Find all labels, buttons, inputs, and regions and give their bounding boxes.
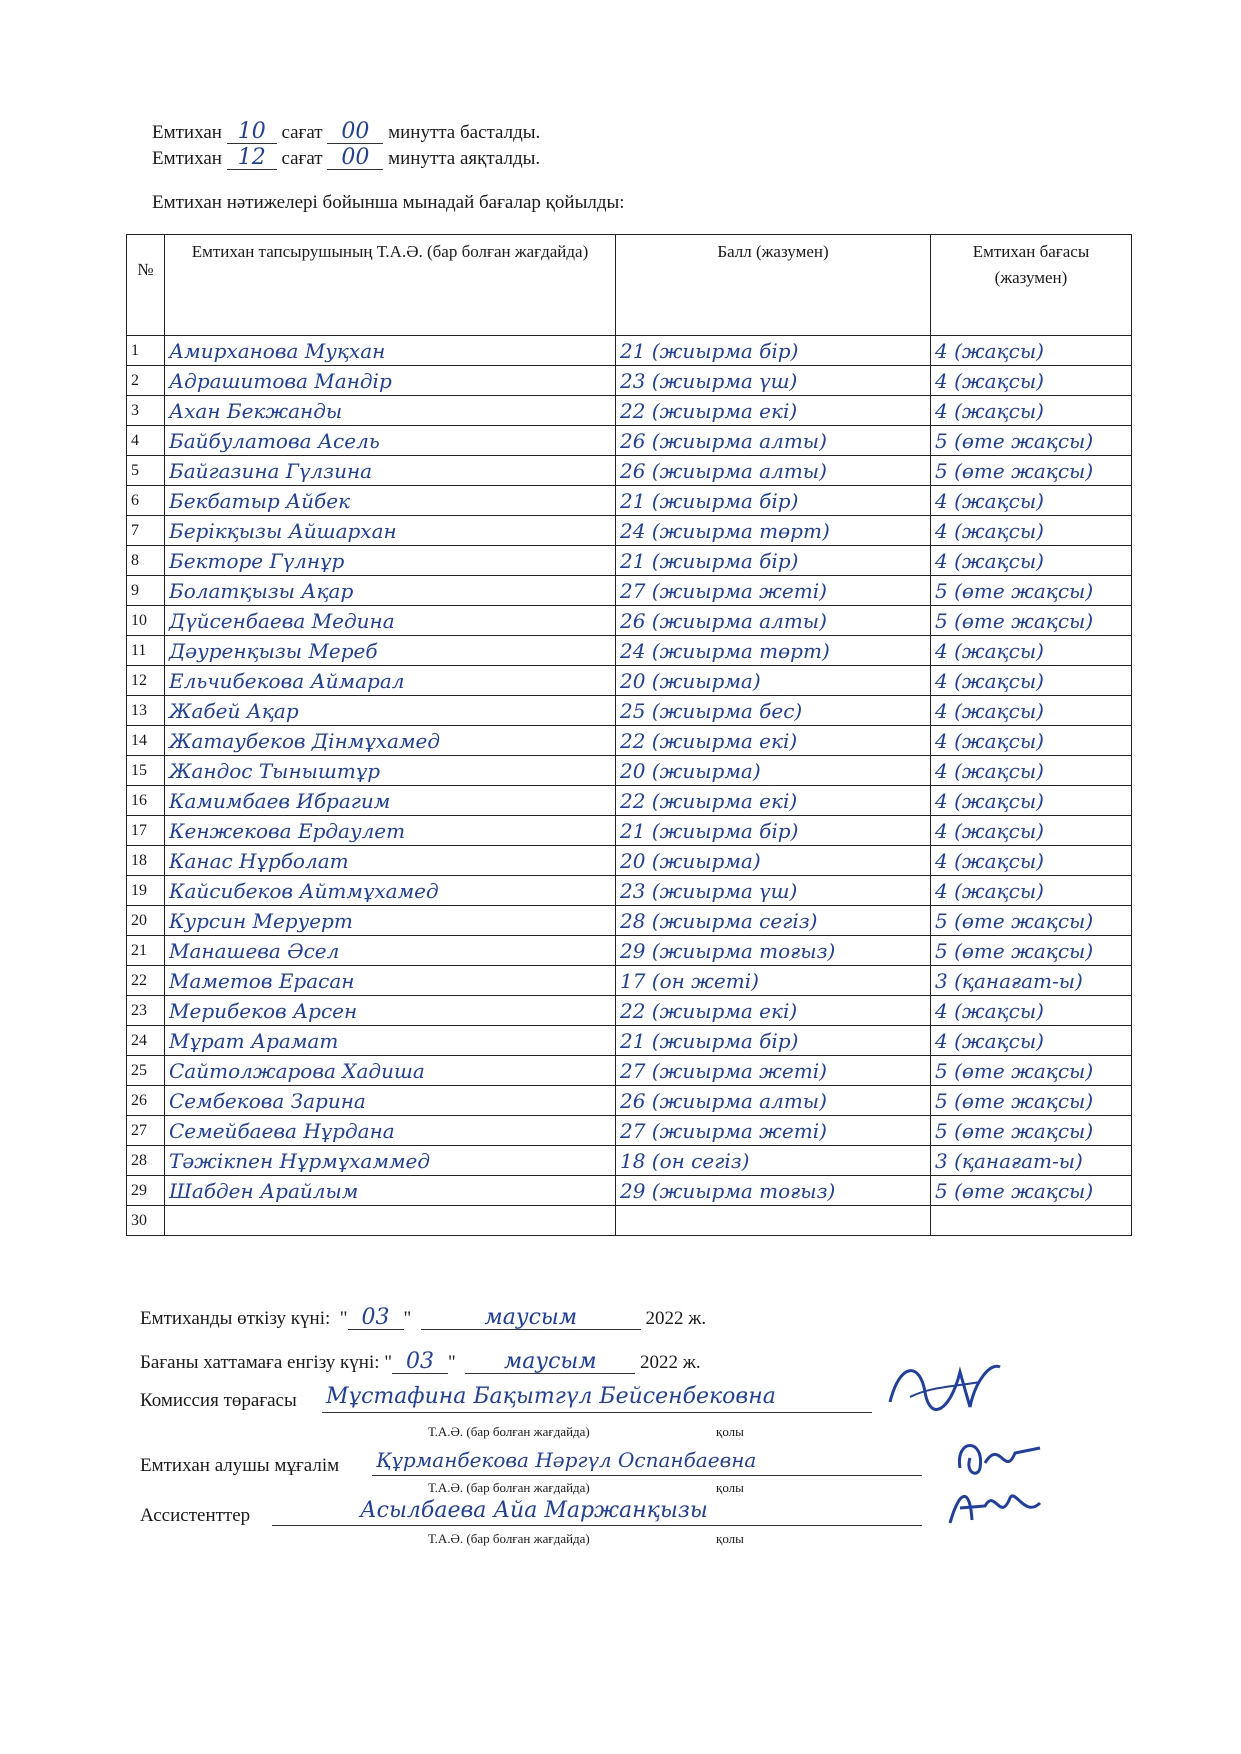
assistants-label: Ассистенттер <box>140 1505 251 1526</box>
table-body <box>127 336 1132 1236</box>
student-grade: 5 (өте жақсы) <box>931 576 1132 606</box>
student-grade: 5 (өте жақсы) <box>931 1176 1132 1206</box>
results-intro: Емтихан нәтижелері бойынша мынадай бағалар қойылды: <box>152 192 625 213</box>
exam-end-mid: сағат <box>281 148 323 169</box>
row-number: 9 <box>127 576 165 606</box>
exam-start-line <box>152 121 540 144</box>
student-score: 22 (жиырма екі) <box>616 996 931 1026</box>
student-name: Сайтолжарова Хадиша <box>165 1056 616 1086</box>
exam-end-minute: 00 <box>327 147 383 170</box>
student-score: 21 (жиырма бір) <box>616 816 931 846</box>
row-number: 17 <box>127 816 165 846</box>
student-name: Дүйсенбаева Медина <box>165 606 616 636</box>
chair-caption-fio: Т.А.Ә. (бар болған жағдайда) <box>428 1424 590 1439</box>
student-score: 18 (он сегіз) <box>616 1146 931 1176</box>
row-number: 30 <box>127 1206 165 1236</box>
student-score: 23 (жиырма үш) <box>616 366 931 396</box>
student-score: 20 (жиырма) <box>616 756 931 786</box>
row-number: 21 <box>127 936 165 966</box>
table-row <box>127 426 1132 456</box>
exam-end-suffix: минутта аяқталды. <box>388 148 541 169</box>
row-number: 1 <box>127 336 165 366</box>
student-name: Байбулатова Асель <box>165 426 616 456</box>
exam-start-mid: сағат <box>281 122 323 143</box>
row-number: 28 <box>127 1146 165 1176</box>
row-number: 8 <box>127 546 165 576</box>
teacher-caption-fio: Т.А.Ә. (бар болған жағдайда) <box>428 1480 590 1495</box>
student-grade: 4 (жақсы) <box>931 636 1132 666</box>
student-grade: 4 (жақсы) <box>931 666 1132 696</box>
student-name: Мұрат Арамат <box>165 1026 616 1056</box>
student-grade: 4 (жақсы) <box>931 726 1132 756</box>
student-score: 24 (жиырма төрт) <box>616 636 931 666</box>
chair-caption-sign: қолы <box>716 1424 744 1439</box>
student-score: 21 (жиырма бір) <box>616 546 931 576</box>
table-row <box>127 366 1132 396</box>
student-grade: 4 (жақсы) <box>931 546 1132 576</box>
col-name-header: Емтихан тапсырушының Т.А.Ә. (бар болған жағдайда) <box>165 235 616 336</box>
student-score: 29 (жиырма тоғыз) <box>616 1176 931 1206</box>
student-score: 22 (жиырма екі) <box>616 396 931 426</box>
student-name: Жабей Ақар <box>165 696 616 726</box>
student-grade: 4 (жақсы) <box>931 516 1132 546</box>
row-number: 5 <box>127 456 165 486</box>
student-score: 24 (жиырма төрт) <box>616 516 931 546</box>
exam-start-prefix: Емтихан <box>152 122 222 143</box>
row-number: 6 <box>127 486 165 516</box>
student-name: Жандос Тыныштұр <box>165 756 616 786</box>
student-grade: 4 (жақсы) <box>931 846 1132 876</box>
entry-date-label: Бағаны хаттамаға енгізу күні: <box>140 1352 380 1373</box>
assistants-caption-fio: Т.А.Ә. (бар болған жағдайда) <box>428 1531 590 1546</box>
student-name: Курсин Меруерт <box>165 906 616 936</box>
student-score: 21 (жиырма бір) <box>616 486 931 516</box>
table-row <box>127 1206 1132 1236</box>
student-name: Шабден Арайлым <box>165 1176 616 1206</box>
student-name: Болатқызы Ақар <box>165 576 616 606</box>
student-score <box>616 1206 931 1236</box>
row-number: 18 <box>127 846 165 876</box>
table-row <box>127 576 1132 606</box>
row-number: 27 <box>127 1116 165 1146</box>
row-number: 20 <box>127 906 165 936</box>
chair-name: Мұстафина Бақытгүл Бейсенбековна <box>326 1384 776 1409</box>
student-grade: 4 (жақсы) <box>931 996 1132 1026</box>
chair-signature <box>880 1352 1010 1422</box>
student-name: Маметов Ерасан <box>165 966 616 996</box>
row-number: 13 <box>127 696 165 726</box>
exam-date-month: маусым <box>421 1307 641 1330</box>
student-score: 20 (жиырма) <box>616 846 931 876</box>
student-grade: 5 (өте жақсы) <box>931 1086 1132 1116</box>
student-name: Манашева Әсел <box>165 936 616 966</box>
student-grade: 4 (жақсы) <box>931 876 1132 906</box>
table-row <box>127 696 1132 726</box>
student-score: 26 (жиырма алты) <box>616 456 931 486</box>
row-number: 14 <box>127 726 165 756</box>
table-row <box>127 606 1132 636</box>
student-name: Дәуренқызы Мереб <box>165 636 616 666</box>
table-row <box>127 1146 1132 1176</box>
student-score: 20 (жиырма) <box>616 666 931 696</box>
results-table <box>126 234 1132 1236</box>
col-num-header: № <box>127 235 165 336</box>
student-grade: 5 (өте жақсы) <box>931 906 1132 936</box>
table-row <box>127 966 1132 996</box>
col-score-header: Балл (жазумен) <box>616 235 931 336</box>
student-grade: 4 (жақсы) <box>931 336 1132 366</box>
table-row <box>127 546 1132 576</box>
student-score: 27 (жиырма жеті) <box>616 576 931 606</box>
exam-start-suffix: минутта басталды. <box>388 122 541 143</box>
table-row <box>127 726 1132 756</box>
student-grade: 4 (жақсы) <box>931 786 1132 816</box>
row-number: 4 <box>127 426 165 456</box>
entry-date-month: маусым <box>465 1351 635 1374</box>
row-number: 29 <box>127 1176 165 1206</box>
student-score: 22 (жиырма екі) <box>616 786 931 816</box>
row-number: 10 <box>127 606 165 636</box>
student-name: Кенжекова Ердаулет <box>165 816 616 846</box>
student-score: 22 (жиырма екі) <box>616 726 931 756</box>
student-grade: 3 (қанағат-ы) <box>931 1146 1132 1176</box>
student-name: Амирханова Муқхан <box>165 336 616 366</box>
assistants-caption-sign: қолы <box>716 1531 744 1546</box>
student-grade: 4 (жақсы) <box>931 1026 1132 1056</box>
student-grade: 5 (өте жақсы) <box>931 1056 1132 1086</box>
student-name: Камимбаев Ибрагим <box>165 786 616 816</box>
assistants-name: Асылбаева Айа Маржанқызы <box>360 1498 708 1523</box>
student-name: Бекторе Гүлнұр <box>165 546 616 576</box>
table-row <box>127 906 1132 936</box>
student-name: Байгазина Гүлзина <box>165 456 616 486</box>
table-row <box>127 786 1132 816</box>
student-score: 26 (жиырма алты) <box>616 606 931 636</box>
table-row <box>127 846 1132 876</box>
table-row <box>127 936 1132 966</box>
student-score: 21 (жиырма бір) <box>616 336 931 366</box>
row-number: 24 <box>127 1026 165 1056</box>
table-row <box>127 1026 1132 1056</box>
student-name: Бекбатыр Айбек <box>165 486 616 516</box>
row-number: 11 <box>127 636 165 666</box>
student-name: Адрашитова Мандір <box>165 366 616 396</box>
row-number: 26 <box>127 1086 165 1116</box>
table-row <box>127 396 1132 426</box>
student-score: 28 (жиырма сегіз) <box>616 906 931 936</box>
student-grade: 4 (жақсы) <box>931 756 1132 786</box>
entry-date-line: Бағаны хаттамаға енгізу күні: " 03 " маусым 2022 ж. <box>140 1349 701 1374</box>
student-grade: 5 (өте жақсы) <box>931 1116 1132 1146</box>
student-name: Мерибеков Арсен <box>165 996 616 1026</box>
table-row <box>127 1116 1132 1146</box>
row-number: 16 <box>127 786 165 816</box>
student-score: 26 (жиырма алты) <box>616 1086 931 1116</box>
exam-start-minute: 00 <box>327 121 383 144</box>
table-row <box>127 666 1132 696</box>
entry-date-day: 03 <box>392 1351 448 1374</box>
student-grade: 5 (өте жақсы) <box>931 456 1132 486</box>
student-name: Тәжікпен Нұрмұхаммед <box>165 1146 616 1176</box>
col-grade-header: Емтихан бағасы (жазумен) <box>931 235 1132 336</box>
student-name: Канас Нұрболат <box>165 846 616 876</box>
table-row <box>127 1056 1132 1086</box>
exam-date-year: 2022 ж. <box>645 1308 707 1329</box>
row-number: 23 <box>127 996 165 1026</box>
table-row <box>127 636 1132 666</box>
student-name: Сембекова Зарина <box>165 1086 616 1116</box>
row-number: 15 <box>127 756 165 786</box>
table-row <box>127 816 1132 846</box>
exam-end-prefix: Емтихан <box>152 148 222 169</box>
row-number: 19 <box>127 876 165 906</box>
table-row <box>127 486 1132 516</box>
student-score: 29 (жиырма тоғыз) <box>616 936 931 966</box>
exam-end-line <box>152 147 540 170</box>
table-row <box>127 516 1132 546</box>
student-grade: 4 (жақсы) <box>931 696 1132 726</box>
student-grade: 5 (өте жақсы) <box>931 426 1132 456</box>
assistants-signature <box>940 1478 1050 1538</box>
table-row <box>127 1086 1132 1116</box>
teacher-underline <box>372 1474 922 1476</box>
chair-label: Комиссия төрағасы <box>140 1390 297 1411</box>
row-number: 3 <box>127 396 165 426</box>
exam-date-label: Емтиханды өткізу күні: <box>140 1308 331 1329</box>
student-grade: 4 (жақсы) <box>931 366 1132 396</box>
student-grade: 4 (жақсы) <box>931 816 1132 846</box>
student-grade: 5 (өте жақсы) <box>931 606 1132 636</box>
student-name: Ельчибекова Аймарал <box>165 666 616 696</box>
student-name: Берікқызы Айшархан <box>165 516 616 546</box>
student-name: Семейбаева Нұрдана <box>165 1116 616 1146</box>
teacher-label: Емтихан алушы мұғалім <box>140 1455 340 1476</box>
exam-date-line: Емтиханды өткізу күні: " 03 " маусым 2022 ж. <box>140 1305 707 1330</box>
assistants-underline <box>272 1524 922 1526</box>
table-row <box>127 456 1132 486</box>
teacher-caption-sign: қолы <box>716 1480 744 1495</box>
student-score: 23 (жиырма үш) <box>616 876 931 906</box>
exam-start-hour: 10 <box>227 121 277 144</box>
exam-date-day: 03 <box>348 1307 404 1330</box>
student-score: 27 (жиырма жеті) <box>616 1056 931 1086</box>
student-score: 17 (он жеті) <box>616 966 931 996</box>
student-grade: 5 (өте жақсы) <box>931 936 1132 966</box>
teacher-name: Құрманбекова Нәргүл Оспанбаевна <box>376 1448 757 1472</box>
table-row <box>127 1176 1132 1206</box>
student-name: Кайсибеков Айтмұхамед <box>165 876 616 906</box>
student-name: Жатаубеков Дінмұхамед <box>165 726 616 756</box>
table-row <box>127 756 1132 786</box>
student-name <box>165 1206 616 1236</box>
table-row <box>127 336 1132 366</box>
row-number: 2 <box>127 366 165 396</box>
student-score: 21 (жиырма бір) <box>616 1026 931 1056</box>
student-grade: 3 (қанағат-ы) <box>931 966 1132 996</box>
table-header-row <box>127 235 1132 336</box>
chair-underline <box>322 1411 872 1413</box>
student-grade <box>931 1206 1132 1236</box>
row-number: 12 <box>127 666 165 696</box>
exam-end-hour: 12 <box>227 147 277 170</box>
row-number: 25 <box>127 1056 165 1086</box>
student-name: Ахан Бекжанды <box>165 396 616 426</box>
row-number: 7 <box>127 516 165 546</box>
entry-date-year: 2022 ж. <box>640 1352 701 1373</box>
table-row <box>127 876 1132 906</box>
student-score: 26 (жиырма алты) <box>616 426 931 456</box>
table-row <box>127 996 1132 1026</box>
row-number: 22 <box>127 966 165 996</box>
student-grade: 4 (жақсы) <box>931 396 1132 426</box>
student-score: 25 (жиырма бес) <box>616 696 931 726</box>
student-grade: 4 (жақсы) <box>931 486 1132 516</box>
student-score: 27 (жиырма жеті) <box>616 1116 931 1146</box>
